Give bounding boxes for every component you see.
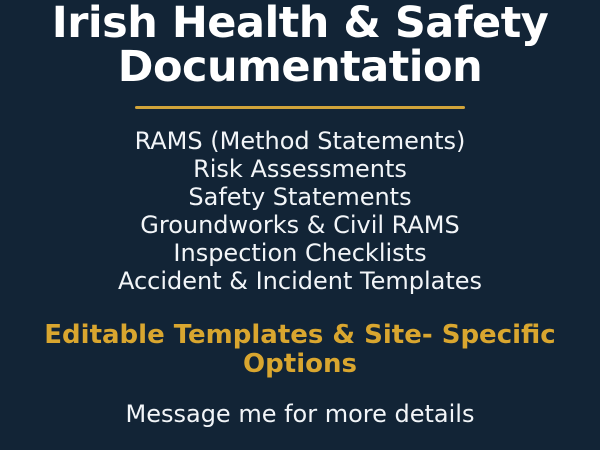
list-item: Inspection Checklists: [173, 239, 427, 268]
page-title: [18, 2, 582, 90]
list-item: Accident & Incident Templates: [117, 267, 483, 296]
footer-text: Message me for more details: [125, 400, 475, 429]
highlight-line-1: Editable Templates & Site-: [44, 320, 433, 351]
highlight-line-2: Specific Options: [243, 320, 556, 380]
highlight-text: [18, 321, 582, 379]
title-line-1: Irish Health & Safety: [51, 0, 549, 48]
list-item: Risk Assessments: [193, 154, 407, 183]
list-item: Groundworks & Civil RAMS: [140, 210, 460, 239]
title-divider: [135, 106, 465, 109]
list-item: RAMS (Method Statements): [134, 126, 466, 155]
list-item: Safety Statements: [188, 182, 412, 211]
title-line-2: Documentation: [117, 41, 483, 92]
services-list: [18, 127, 582, 295]
